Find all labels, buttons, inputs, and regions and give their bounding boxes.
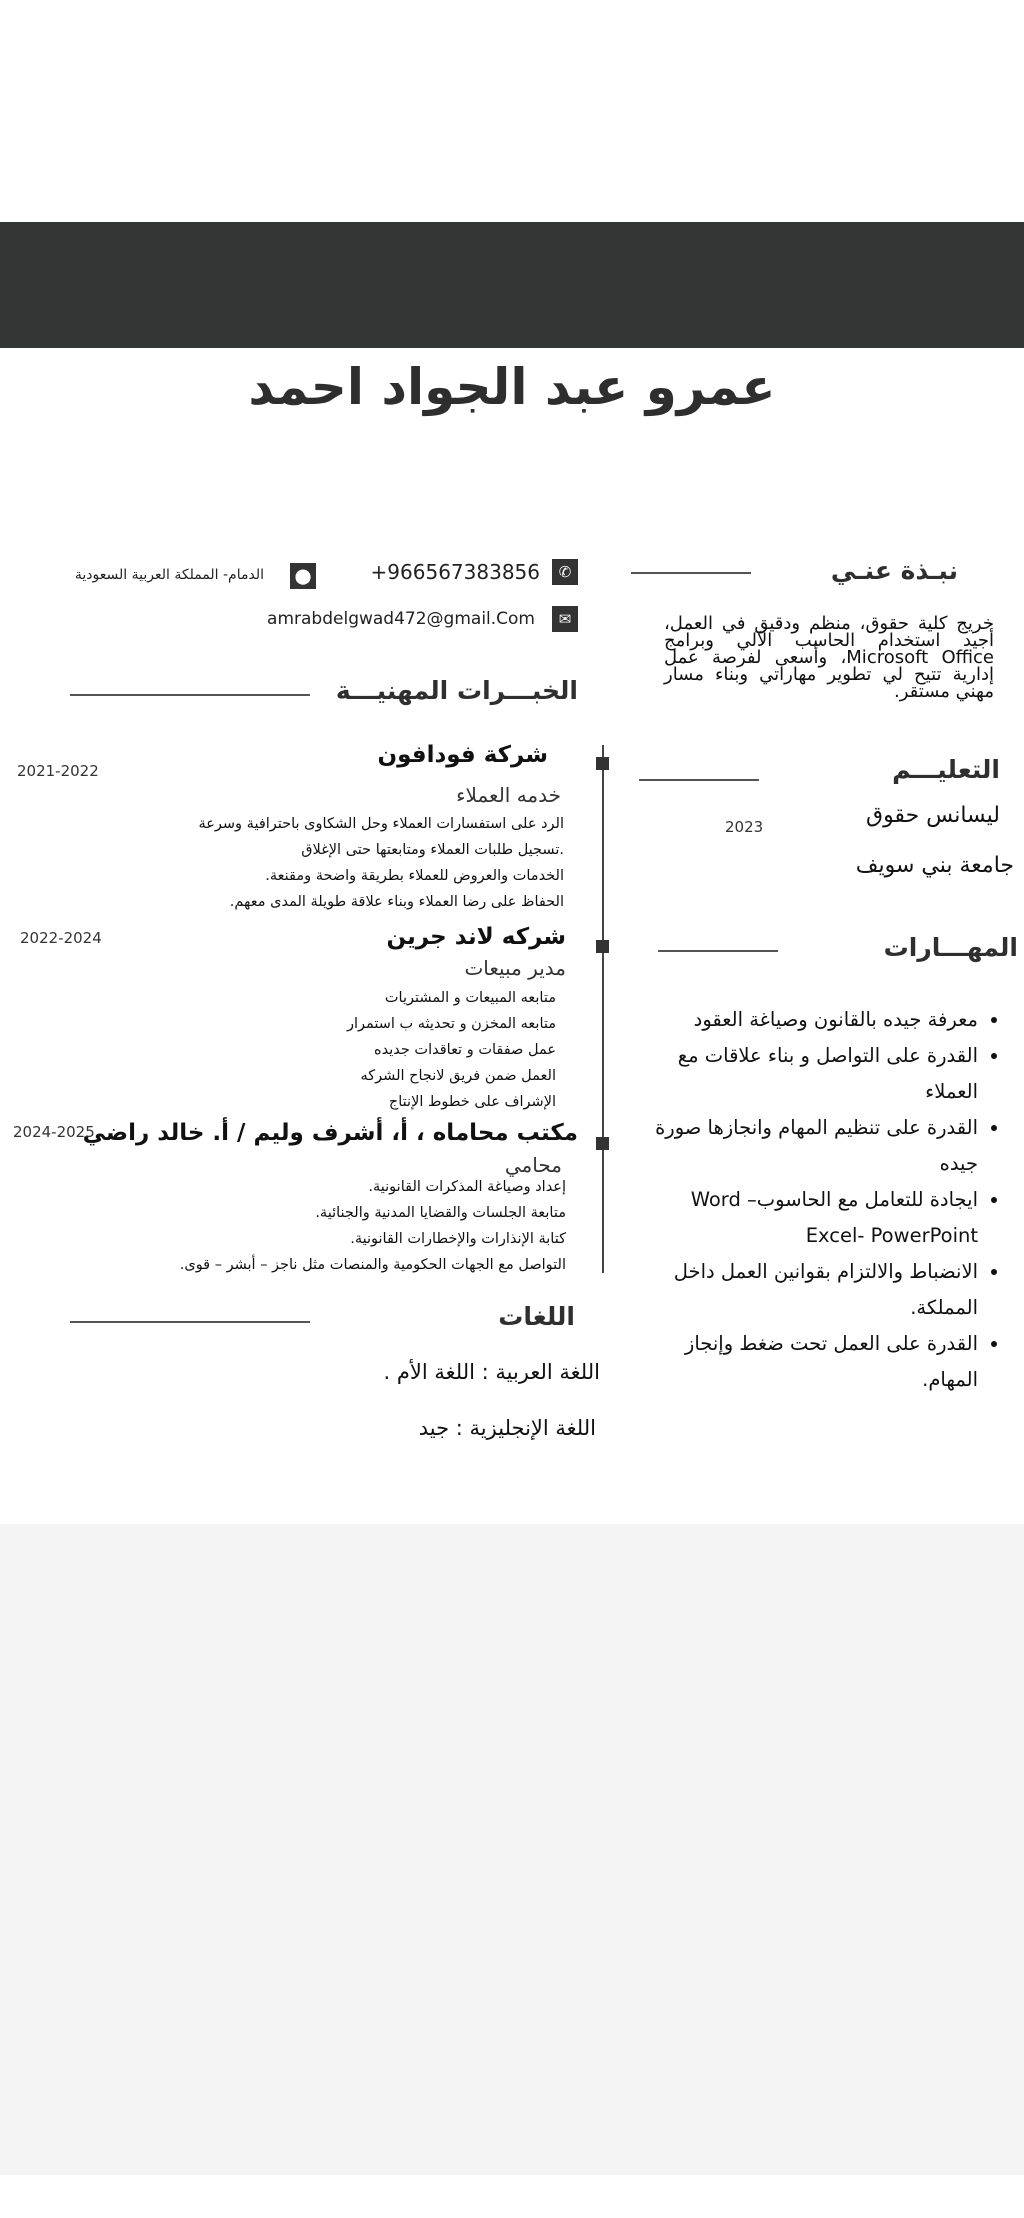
duty-item: متابعة الجلسات والقضايا المدنية والجنائية. (315, 1205, 566, 1221)
duty-item: التواصل مع الجهات الحكومية والمنصات مثل ناجز – أبشر – قوى. (179, 1257, 566, 1273)
about-text: خريج كلية حقوق، منظم ودقيق في العمل، أجيد استخدام الحاسب الآلي وبرامج Microsoft Office، وأسعى لفرصة عمل إدارية تتيح لي تطوير مهاراتي وبناء مسار مهني مستقر. (664, 613, 994, 702)
duty-item: إعداد وصياغة المذكرات القانونية. (368, 1179, 566, 1195)
skill-item: • الانضباط والالتزام بقوانين العمل داخل المملكة. (628, 1254, 978, 1326)
location-text: الدمام- المملكة العربية السعودية (74, 567, 264, 583)
duty-item: عمل صفقات و تعاقدات جديده (374, 1042, 556, 1058)
job-duties (198, 811, 564, 915)
timeline-marker (596, 940, 609, 953)
duty-item: متابعه المخزن و تحديثه ب استمرار (346, 1016, 556, 1032)
about-divider (631, 572, 751, 574)
education-university: جامعة بني سويف (855, 853, 1014, 878)
skill-item: • ايجادة للتعامل مع الحاسوب– Word Excel- PowerPoint (628, 1182, 978, 1254)
duty-item: متابعه المبيعات و المشتريات (384, 990, 556, 1006)
skill-item: • معرفة جيده بالقانون وصياغة العقود (628, 1002, 978, 1038)
duty-item: الخدمات والعروض للعملاء بطريقة واضحة ومقنعة. (265, 868, 564, 884)
timeline-marker (596, 1137, 609, 1150)
job-company: شركه لاند جرين (386, 924, 566, 950)
job-company: شركة فودافون (377, 742, 548, 768)
duty-item: كتابة الإنذارات والإخطارات القانونية. (350, 1231, 566, 1247)
experience-divider (70, 694, 310, 696)
job-company: مكتب محاماه ، أ، أشرف وليم / أ. خالد راضي (82, 1120, 578, 1146)
skills-divider (658, 950, 778, 952)
candidate-name: عمرو عبد الجواد احمد (248, 358, 776, 416)
about-heading: نبـذة عنـي (830, 556, 958, 585)
email-address[interactable]: amrabdelgwad472@gmail.Com (267, 609, 535, 629)
languages-divider (70, 1321, 310, 1323)
job-dates: 2022-2024 (20, 929, 102, 947)
email-icon: ✉ (552, 606, 578, 632)
duty-item: الحفاظ على رضا العملاء وبناء علاقة طويلة المدى معهم. (229, 894, 564, 910)
duty-item: الإشراف على خطوط الإنتاج (388, 1094, 556, 1110)
skill-item: • القدرة على العمل تحت ضغط وإنجاز المهام. (628, 1326, 978, 1398)
skills-list (628, 1002, 1004, 1398)
job-role: محامي (504, 1153, 562, 1177)
location-pin-icon: ⬤ (290, 563, 316, 589)
education-divider (639, 779, 759, 781)
job-dates: 2024-2025 (13, 1123, 95, 1141)
education-year: 2023 (725, 818, 764, 836)
job-role: مدير مبيعات (464, 956, 566, 980)
page-footer-area (0, 1524, 1024, 2175)
language-item: اللغة العربية : اللغة الأم . (383, 1360, 600, 1384)
education-degree: ليسانس حقوق (866, 803, 1000, 828)
job-dates: 2021-2022 (17, 762, 99, 780)
languages-heading: اللغات (498, 1302, 575, 1331)
job-duties (180, 1174, 566, 1278)
duty-item: .تسجيل طلبات العملاء ومتابعتها حتى الإغلاق (301, 842, 564, 858)
skills-heading: المهـــارات (883, 933, 1018, 962)
skill-item: • القدرة على التواصل و بناء علاقات مع العملاء (628, 1038, 978, 1110)
duty-item: العمل ضمن فريق لانجاح الشركه (360, 1068, 556, 1084)
phone-number[interactable]: +966567383856 (370, 560, 540, 584)
language-item: اللغة الإنجليزية : جيد (418, 1416, 596, 1440)
timeline-marker (596, 757, 609, 770)
header-band (0, 222, 1024, 348)
experience-heading: الخبـــرات المهنيـــة (335, 676, 578, 705)
job-role: خدمه العملاء (456, 783, 561, 807)
education-heading: التعليـــم (892, 755, 1000, 784)
timeline-line (602, 745, 604, 1273)
skill-item: • القدرة على تنظيم المهام وانجازها صورة جيده (628, 1110, 978, 1182)
duty-item: الرد على استفسارات العملاء وحل الشكاوى باحترافية وسرعة (198, 816, 564, 832)
phone-icon: ✆ (552, 559, 578, 585)
job-duties (347, 985, 556, 1115)
